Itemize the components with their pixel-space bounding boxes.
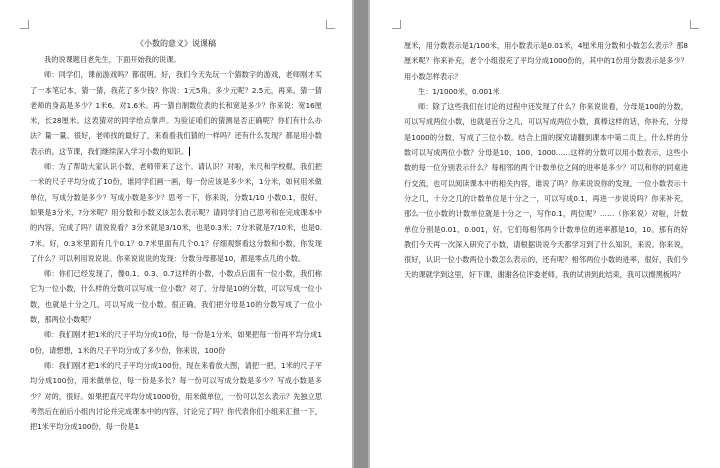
- document-title: 《小数的意义》说课稿: [136, 39, 216, 48]
- paragraph-text: 师：你们已经发现了，像0.1、0.3、0.7这样的小数，小数点后面有一位小数，我们称它为一位小数，什么样的分数可以写成一位小数？对了，分母是10的分数，可以写成一位小数，也就是十分之几，可以写成一位小数。很正确，我们把分母是10的分数写成了一位小数，那两位小数呢？: [30, 269, 322, 325]
- paragraph-text: 师：除了这些我们在讨论的过程中还发现了什么？你来说说看，分母是100的分数，可以写成两位小数，也就是百分之几，可以写成两位小数，真棒这样的话，你补充，分母是1000的分数，写成了三位小数。结合上面的探究请翻到课本中第二页上，什么样的分数可以写成两位小数？分母是10、100、1000……这样的分数可以用小数表示，这些小数的每一位分别表示什么？每相邻的两个计数单位之间的进率是多少？可以和你的同桌进行交流，也可以阅读课本中的相关内容，谁说了吗？你来说说你的发现，一位小数表示十分之几，十分之几的计数单位是十分之一，可以写成0.1，再进一步说说吗？你来补充，那么一位小数的计数单位就是十分之一，写作0.1，两位呢？……（你来说）对啦，计数单位分别是0.01、0.001，好。它们每相邻两个计数单位的进率都是10，10。那有的好教们今天再一次深入研究了小数，请根据说说今天都学习到了什么知识，来说。你来说，很好，认识一位小数两位小数怎么表示的，还有呢？相邻两位小数的进率，很好，我们今天的课就学到这里，好下课，谢谢各位评委老师，我的试讲到此结束，我可以擦黑板吗？: [404, 102, 688, 280]
- paragraph: [30, 358, 322, 434]
- document-page-right: [370, 0, 720, 468]
- paragraph: [30, 159, 322, 266]
- paragraph-text: 师：同学们，课前游戏吗？都很明。好，我们今天先玩一个猜数字的游戏，老师刚才买了一本笔记本，猜一猜，我花了多少钱？你说：1元5角，多少元呢？2.5元，再来，猜一猜老师的身高是多少？1米6。对1.6米。再一猜自制数位表的长和宽是多少？你来说：宽16厘米，长28厘米。这表猜对的同学给点掌声。为验证咱们的猜测是否正确呢？你们有什么办法？量一量。很好，老师找的最好了，来看看我们猜的一样吗？还有什么发现？都是用小数表示的。这节课，我们继续深入学习小数的知识。: [30, 70, 322, 156]
- paragraph: [404, 84, 688, 99]
- paragraph-text: 厘米，用分数表示是1/100米，用小数表示是0.01米，4厘米用分数和小数怎么表示？那8厘米呢？你来补充，老个小组很充了平均分成1000份的，其中的1份用分数表示是多少？用小数怎样表示？: [404, 41, 688, 81]
- paragraph: [404, 38, 688, 84]
- paragraph: [404, 99, 688, 283]
- paragraph-text: 师：我们刚才把1米的尺子平均分成10份，每一份是1分米，如果把每一份再平均分成10份，请想想，1米的尺子平均分成了多少份，你来说，100份: [30, 330, 322, 355]
- document-page-left: [0, 0, 352, 468]
- paragraph-text: 生：1/1000米，0.001米: [418, 86, 500, 96]
- paragraph: [30, 327, 322, 358]
- text-cursor: [189, 147, 190, 156]
- margin-corner-mark: [392, 20, 401, 29]
- paragraph-text: 师：为了帮助大家认识小数，老师带来了这个。请认识？对啦，米尺和学校棍，我们把一米的尺子平均分成了10份，谁同学们画一画，每一份应该是多少米，1分米，如何用米做单位，写成分数是多少？写成小数是多少？思考一下，你来说，分数1/10 小数0.1，很好，如果是3分米，?分米呢？用分数和小数又该怎么表示呢？请同学们自己思考和在完成课本中的内容，完成了吗？请说说看？3分米就是3/10米，也是0.3米；7分米就是7/10米，也是0.7米。好，0.3米里面有几个0.1？0.7米里面有几个0.1？仔细观察看这分数和小数，你发现了什么？可以利用说说说。你来说说说的发现：分数分母都是10，都是零点几的小数。: [30, 162, 322, 263]
- paragraph-text: 我的说课题目老先生，下面开始我的说课。: [44, 55, 181, 64]
- left-page-body[interactable]: [30, 52, 322, 434]
- paragraph: [30, 266, 322, 327]
- margin-corner-mark: [690, 20, 699, 29]
- paragraph-text: 师：我们刚才把1米的尺子平均分成100份，现在来看放大图，请把一把，1米的尺子平均分成100份，用米做单位，每一份是多长？每一份可以写成分数是多少？写成小数是多少？对的，很好。如果把直尺平均分成1000份，用米做单位，一份可以怎么表示？先独立思考然后在前后小组内讨论并完成课本中的内容，讨论完了吗？你代表你们小组来汇报一下，把1米平均分成100份，每一份是1: [30, 360, 322, 432]
- page-gap: [352, 0, 370, 468]
- paragraph: [30, 52, 322, 67]
- margin-corner-mark: [326, 20, 335, 29]
- right-page-body[interactable]: [404, 38, 688, 283]
- margin-corner-mark: [20, 20, 29, 29]
- paragraph: [30, 67, 322, 159]
